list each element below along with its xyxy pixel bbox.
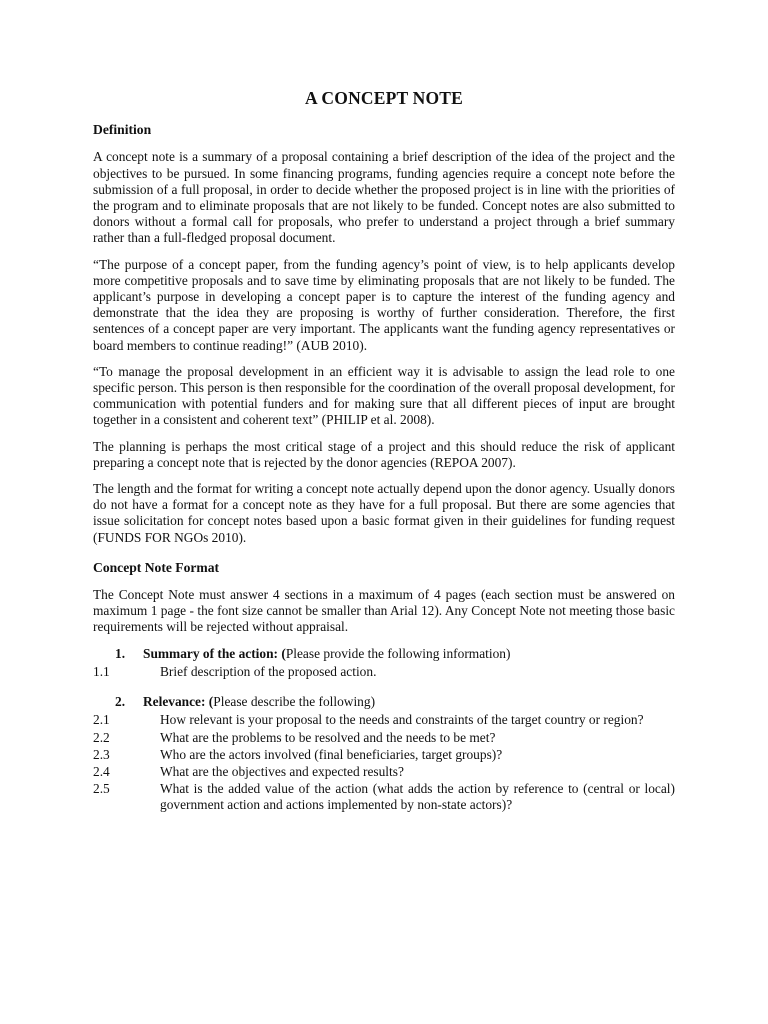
section-title: Relevance: ( (143, 694, 214, 710)
section-note: Please provide the following information) (285, 645, 511, 661)
section-note: Please describe the following) (213, 694, 376, 710)
section-header (93, 694, 675, 710)
item-text: What is the added value of the action (what adds the action by reference to (central or local) government action and actions implemented by non-state actors)? (160, 781, 675, 813)
section-number: 2. (115, 694, 126, 710)
page-title: A CONCEPT NOTE (304, 88, 464, 108)
definition-paragraph-4: The planning is perhaps the most critical stage of a project and this should reduce the risk of applicant preparing a concept note that is rejected by the donor agencies (REPOA 2007). (93, 438, 675, 470)
section-number: 1. (115, 645, 126, 661)
definition-paragraph-2: “The purpose of a concept paper, from the funding agency’s point of view, is to help applicants develop more competitive proposals and to save time by eliminating proposals that are not likely to be funded. The applicant’s purpose in developing a concept paper is to capture the interest of the funding agency and demonstrate that the idea they are proposing is worthy of further consideration. Therefore, the first sentences of a concept paper are very important. The applicants want the funding agency representatives or board members to continue reading!” (AUB 2010). (93, 256, 675, 353)
item-number: 2.2 (93, 729, 110, 745)
list-item (93, 747, 675, 763)
section-relevance (93, 694, 675, 813)
item-text: Brief description of the proposed action. (160, 663, 377, 679)
document-body (93, 90, 675, 815)
item-number: 2.1 (93, 712, 110, 728)
section-header (93, 646, 675, 662)
section-title: Summary of the action: ( (143, 645, 286, 661)
list-item (93, 664, 675, 680)
item-number: 2.3 (93, 746, 110, 762)
item-text: What are the problems to be resolved and the needs to be met? (160, 729, 496, 745)
list-item (93, 730, 675, 746)
item-text: Who are the actors involved (final beneficiaries, target groups)? (160, 746, 503, 762)
item-number: 2.4 (93, 763, 110, 779)
list-item (93, 764, 675, 780)
format-heading: Concept Note Format (93, 559, 220, 575)
definition-paragraph-1: A concept note is a summary of a proposal containing a brief description of the idea of the project and the objectives to be pursued. In some financing programs, funding agencies require a concept note before the submission of a full proposal, in order to decide whether the proposed project is in line with the priorities of the program and to eliminate proposals that are not likely to be funded. Concept notes are also submitted to donors without a formal call for proposals, who prefer to understand a project through a brief summary rather than a full-fledged proposal document. (93, 149, 675, 246)
format-intro: The Concept Note must answer 4 sections in a maximum of 4 pages (each section must be answered on maximum 1 page - the font size cannot be smaller than Arial 12). Any Concept Note not meeting those basic requirements will be rejected without appraisal. (93, 587, 675, 635)
list-item (93, 712, 675, 728)
list-item (93, 781, 675, 813)
definition-paragraph-3: “To manage the proposal development in an efficient way it is advisable to assign the lead role to one specific person. This person is then responsible for the coordination of the overall proposal development, for communication with potential funders and for making sure that all different pieces of input are brought together in a consistent and coherent text” (PHILIP et al. 2008). (93, 363, 675, 428)
definition-paragraph-5: The length and the format for writing a concept note actually depend upon the donor agency. Usually donors do not have a format for a concept note as they have for a full proposal. But there are some agencies that issue solicitation for concept notes based upon a basic format given in their guidelines for funding request (FUNDS FOR NGOs 2010). (93, 481, 675, 545)
definition-heading: Definition (93, 122, 152, 138)
item-text: How relevant is your proposal to the needs and constraints of the target country or region? (160, 712, 644, 728)
item-number: 1.1 (93, 663, 110, 679)
section-summary (93, 646, 675, 680)
item-number: 2.5 (93, 781, 110, 797)
item-text: What are the objectives and expected results? (160, 763, 404, 779)
